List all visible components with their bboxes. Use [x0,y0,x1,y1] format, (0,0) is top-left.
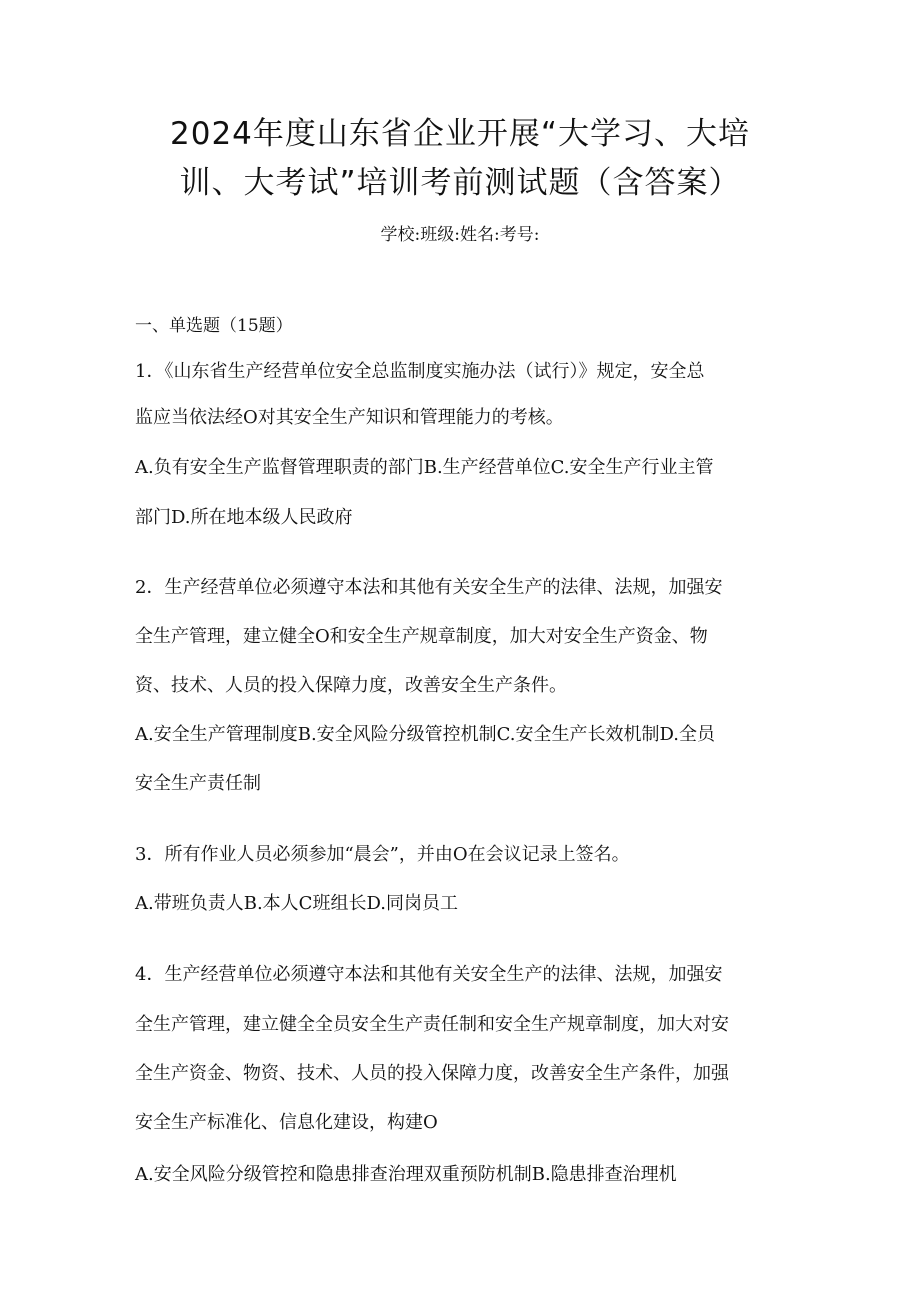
q2-stem-line-3: 资、技术、人员的投入保障力度，改善安全生产条件。 [135,675,567,696]
q1-stem-line-1: 1．《山东省生产经营单位安全总监制度实施办法（试行）》规定，安全总 [135,361,705,382]
q2-options-line-2: 安全生产责任制 [135,773,261,794]
student-info-line: 学校:班级:姓名:考号: [380,225,540,245]
q3-options: A.带班负责人B.本人C班组长D.同岗员工 [135,893,458,914]
q2-options-line-1: A.安全生产管理制度B.安全风险分级管控机制C.安全生产长效机制D.全员 [135,724,716,745]
q1-options-line-1: A.负有安全生产监督管理职责的部门B.生产经营单位C.安全生产行业主管 [135,457,714,478]
q1-stem-line-2: 监应当依法经O对其安全生产知识和管理能力的考核。 [135,407,564,428]
section-heading: 一、单选题（15题） [135,316,293,336]
q3-stem: 3．所有作业人员必须参加“晨会”，并由O在会议记录上签名。 [135,844,630,865]
q2-stem-line-1: 2．生产经营单位必须遵守本法和其他有关安全生产的法律、法规，加强安 [135,577,723,598]
q4-stem-line-3: 全生产资金、物资、技术、人员的投入保障力度，改善安全生产条件，加强 [135,1063,729,1084]
q4-stem-line-1: 4．生产经营单位必须遵守本法和其他有关安全生产的法律、法规，加强安 [135,964,723,985]
q4-stem-line-4: 安全生产标准化、信息化建设，构建O [135,1112,438,1133]
q1-options-line-2: 部门D.所在地本级人民政府 [135,507,353,528]
q4-stem-line-2: 全生产管理，建立健全全员安全生产责任制和安全生产规章制度，加大对安 [135,1014,729,1035]
document-title-line-1: 2024年度山东省企业开展“大学习、大培 [170,116,750,152]
q4-options-line-1: A.安全风险分级管控和隐患排查治理双重预防机制B.隐患排查治理机 [135,1164,677,1185]
document-title-line-2: 训、大考试”培训考前测试题（含答案） [179,165,741,201]
q2-stem-line-2: 全生产管理，建立健全O和安全生产规章制度，加大对安全生产资金、物 [135,626,708,647]
